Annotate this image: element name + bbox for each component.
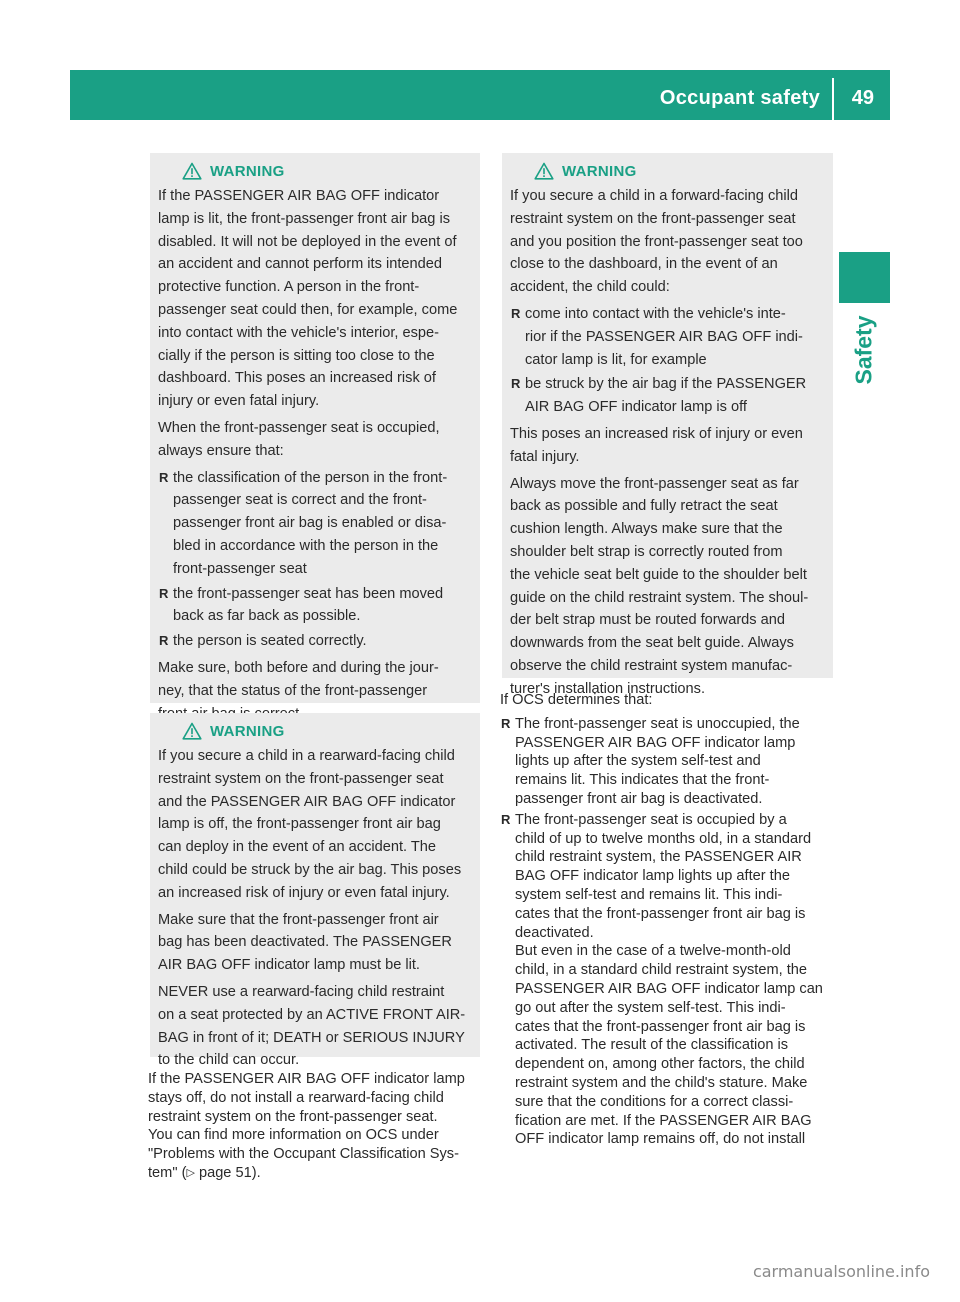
page-reference-icon: ▷: [186, 1166, 195, 1179]
warning-paragraph: Make sure, both before and during the jour- ney, that the status of the front-passenger: [158, 659, 439, 699]
warning-header: [182, 159, 472, 183]
warning-box-1: [150, 153, 480, 703]
warning-triangle-icon: [182, 722, 202, 740]
warning-bullet-list: [158, 467, 472, 653]
header-divider: [832, 78, 834, 120]
warning-paragraph: When the front-passenger seat is occupied, always ensure that:: [158, 419, 440, 459]
warning-triangle-icon: [182, 162, 202, 180]
warning-label: WARNING: [210, 722, 285, 740]
body-paragraph-last-line: tem" (▷ page 51).: [148, 1164, 261, 1181]
warning-paragraph: NEVER use a rearward-facing child restraint on a seat protected by an ACTIVE FRONT AIR- BAG in front of it; DEATH or SERIOUS INJURY to the child can occur.: [158, 983, 466, 1069]
warning-label: WARNING: [210, 162, 285, 180]
list-item: R The front-passenger seat is occupied by a child of up to twelve months old, in a standard child restraint system, the PASSENGER AIR BAG OFF indicator lamp lights up after the system self-test and remains lit. This indi- cates that the front-passenger front air bag is deactivated. But even in the case of a twelve-month-old child, in a standard child restraint system, the PASSENGER AIR BAG OFF indicator lamp can go out after the system self-test. This indi- cates that the front-passenger front air bag is activated. The result of the classification is dependent on, among other factors, the child restraint system and the child's stature. Make sure that the conditions for a correct classi- fication are met. If the PASSENGER AIR BAG OFF indicator lamp remains off, do not install: [501, 811, 823, 1148]
body-text-right: [500, 691, 840, 1149]
list-item: R the person is seated correctly.: [158, 630, 472, 653]
warning-box-3: [502, 153, 833, 697]
warning-bullet-list: [510, 303, 825, 419]
bullet-icon: R: [159, 469, 169, 485]
warning-paragraph: Always move the front-passenger seat as far back as possible and fully retract the seat cushion length. Always make sure that the shoulder belt strap is correctly routed from the vehicle seat belt guide to the shoulder belt guide on the child restraint system. The shoul- der belt strap must be routed forwards and downwards from the seat belt guide. Always observe the child restraint system manufac- turer's installation instructions.: [510, 475, 809, 697]
page-number: 49: [851, 87, 874, 109]
warning-paragraph: If you secure a child in a rearward-facing child restraint system on the front-passenger seat and the PASSENGER AIR BAG OFF indicator lamp is off, the front-passenger front air bag can deploy in the event of an accident. The child could be struck by the air bag. This poses an increased risk of injury or even fatal injury.: [158, 748, 462, 901]
ocs-bullet-list: [500, 715, 840, 1149]
bullet-icon: R: [511, 305, 521, 321]
watermark: carmanualsonline.info: [752, 1262, 930, 1281]
side-tab: [843, 310, 885, 390]
bullet-icon: R: [501, 715, 511, 731]
warning-label: WARNING: [562, 162, 637, 180]
list-item: R be struck by the air bag if the PASSENGER AIR BAG OFF indicator lamp is off: [510, 373, 825, 419]
warning-paragraph: If the PASSENGER AIR BAG OFF indicator lamp is lit, the front-passenger front air bag is disabled. It will not be deployed in the event of an accident and cannot perform its intended protective function. A person in the front- passenger seat could then, for example, come into contact with the vehicle's interior, espe- cially if the person is sitting too close to the dashboard. This poses an increased risk of injury or even fatal injury.: [158, 188, 458, 410]
list-item: R come into contact with the vehicle's inte- rior if the PASSENGER AIR BAG OFF indi- cator lamp is lit, for example: [510, 303, 825, 371]
bullet-icon: R: [159, 585, 169, 601]
warning-paragraph: If you secure a child in a forward-facing child restraint system on the front-passenger seat and you position the front-passenger seat too close to the dashboard, in the event of an accident, the child could:: [510, 188, 803, 296]
warning-paragraph: This poses an increased risk of injury or even fatal injury.: [510, 425, 803, 465]
section-title: Occupant safety: [659, 87, 820, 109]
warning-paragraph: Make sure that the front-passenger front air bag has been deactivated. The PASSENGER AIR BAG OFF indicator lamp must be lit.: [158, 911, 452, 974]
body-text-left: [148, 1070, 484, 1183]
page-reference-link[interactable]: page 51).: [194, 1164, 261, 1181]
bullet-icon: R: [501, 811, 511, 827]
header-bar: [70, 70, 890, 120]
bullet-icon: R: [511, 376, 521, 392]
warning-triangle-icon: [534, 162, 554, 180]
warning-header: [534, 159, 825, 183]
body-paragraph: If the PASSENGER AIR BAG OFF indicator lamp stays off, do not install a rearward-facing child restraint system on the front-passenger seat. You can find more information on OCS under "Problems with the Occupant Classification Sys-: [148, 1071, 465, 1163]
bullet-icon: R: [159, 633, 169, 649]
body-lead: If OCS determines that:: [500, 692, 653, 708]
list-item: R the classification of the person in the front- passenger seat is correct and the front- passenger front air bag is enabled or disa- bled in accordance with the person in the front-passenger seat: [158, 467, 472, 581]
warning-header: [182, 719, 472, 743]
list-item: R the front-passenger seat has been moved back as far back as possible.: [158, 583, 472, 629]
list-item: R The front-passenger seat is unoccupied, the PASSENGER AIR BAG OFF indicator lamp lights up after the system self-test and remains lit. This indicates that the front- passenger front air bag is deactivated.: [501, 715, 800, 807]
warning-box-2: [150, 713, 480, 1069]
side-tab-label: Safety: [850, 315, 877, 385]
side-tab-marker: [839, 252, 890, 303]
